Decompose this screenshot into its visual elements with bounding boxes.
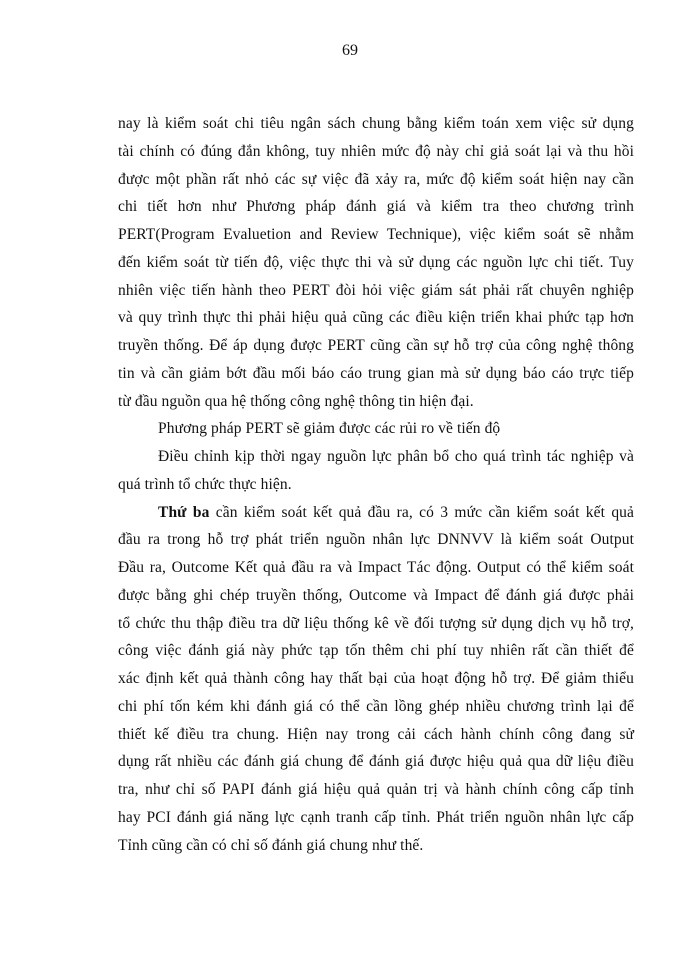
- text-line: dụng rất nhiều các đánh giá chung để đánh giá được hiệu quả qua dữ liệu điều: [118, 753, 634, 771]
- text-line: đầu ra trong hỗ trợ phát triển nguồn nhân lực DNNVV là kiểm soát Output: [118, 531, 634, 549]
- text-line: PERT(Program Evaluetion and Review Technique), việc kiểm soát sẽ nhằm: [118, 226, 634, 243]
- text-run: cần kiểm soát kết quả đầu ra, có 3 mức cần kiểm soát kết quả: [209, 503, 635, 521]
- paragraph-4: [118, 499, 634, 860]
- bold-lead: Thứ ba: [158, 503, 210, 521]
- text-line: được bằng ghi chép truyền thống, Outcome và Impact để đánh giá được phải: [118, 586, 634, 604]
- text-line: tài chính có đúng đắn không, tuy nhiên mức độ này chỉ giả soát lại và thu hồi: [118, 142, 634, 160]
- paragraph-1: [118, 110, 634, 415]
- text-line: tổ chức thu thập điều tra dữ liệu thống kê về đối tượng sử dụng dịch vụ hỗ trợ,: [118, 614, 634, 632]
- text-line: công việc đánh giá này phức tạp tốn thêm chi phí tuy nhiên rất cần thiết để: [118, 642, 634, 660]
- paragraph-3: [118, 443, 634, 499]
- text-line: Điều chỉnh kịp thời ngay nguồn lực phân bổ cho quá trình tác nghiệp và: [158, 448, 634, 465]
- text-line: tin và cần giảm bớt đầu mối báo cáo trung gian mà sử dụng báo cáo trực tiếp: [118, 364, 634, 382]
- text-line: hay PCI đánh giá năng lực cạnh tranh cấp tỉnh. Phát triển nguồn nhân lực cấp: [118, 808, 634, 826]
- text-line: chi phí tốn kém khi đánh giá có thể cần lồng ghép nhiều chương trình lại để: [118, 697, 634, 715]
- text-line: quá trình tổ chức thực hiện.: [118, 475, 292, 493]
- text-line: Phương pháp PERT sẽ giảm được các rủi ro về tiến độ: [158, 420, 501, 438]
- text-line: Đầu ra, Outcome Kết quả đầu ra và Impact Tác động. Output có thể kiểm soát: [118, 559, 634, 576]
- text-line: chi tiết hơn như Phương pháp đánh giá và kiểm tra theo chương trình: [118, 198, 634, 216]
- text-line: xác định kết quả thành công hay thất bại của hoạt động hỗ trợ. Để giảm thiểu: [118, 670, 634, 687]
- text-line: truyền thống. Để áp dụng được PERT cũng cần sự hỗ trợ của công nghệ thông: [118, 337, 634, 354]
- text-line: nay là kiểm soát chi tiêu ngân sách chung bằng kiểm toán xem việc sử dụng: [118, 115, 634, 132]
- text-line: tra, như chỉ số PAPI đánh giá hiệu quả quản trị và hành chính công cấp tỉnh: [118, 781, 634, 798]
- text-line: và quy trình thực thi phải hiệu quả cũng các điều kiện triển khai phức tạp hơn: [118, 309, 634, 327]
- text-line: đến kiểm soát từ tiến độ, việc thực thi và sử dụng các nguồn lực chi tiết. Tuy: [118, 253, 634, 271]
- text-line: Tỉnh cũng cần có chỉ số đánh giá chung như thế.: [118, 836, 424, 854]
- text-line: được một phần rất nhỏ các sự việc đã xảy ra, mức độ kiểm soát hiện nay cần: [118, 170, 634, 188]
- text-line: thiết kế điều tra chung. Hiện nay trong cải cách hành chính công đang sử: [118, 725, 634, 743]
- text-line: [118, 499, 634, 527]
- text-line: nhiên việc tiến hành theo PERT đòi hỏi việc giám sát phải rất chuyên nghiệp: [118, 281, 634, 299]
- body-text: [118, 110, 634, 859]
- text-line: từ đầu nguồn qua hệ thống công nghệ thông tin hiện đại.: [118, 392, 474, 410]
- paragraph-2: [118, 415, 634, 443]
- page-number: 69: [342, 42, 358, 59]
